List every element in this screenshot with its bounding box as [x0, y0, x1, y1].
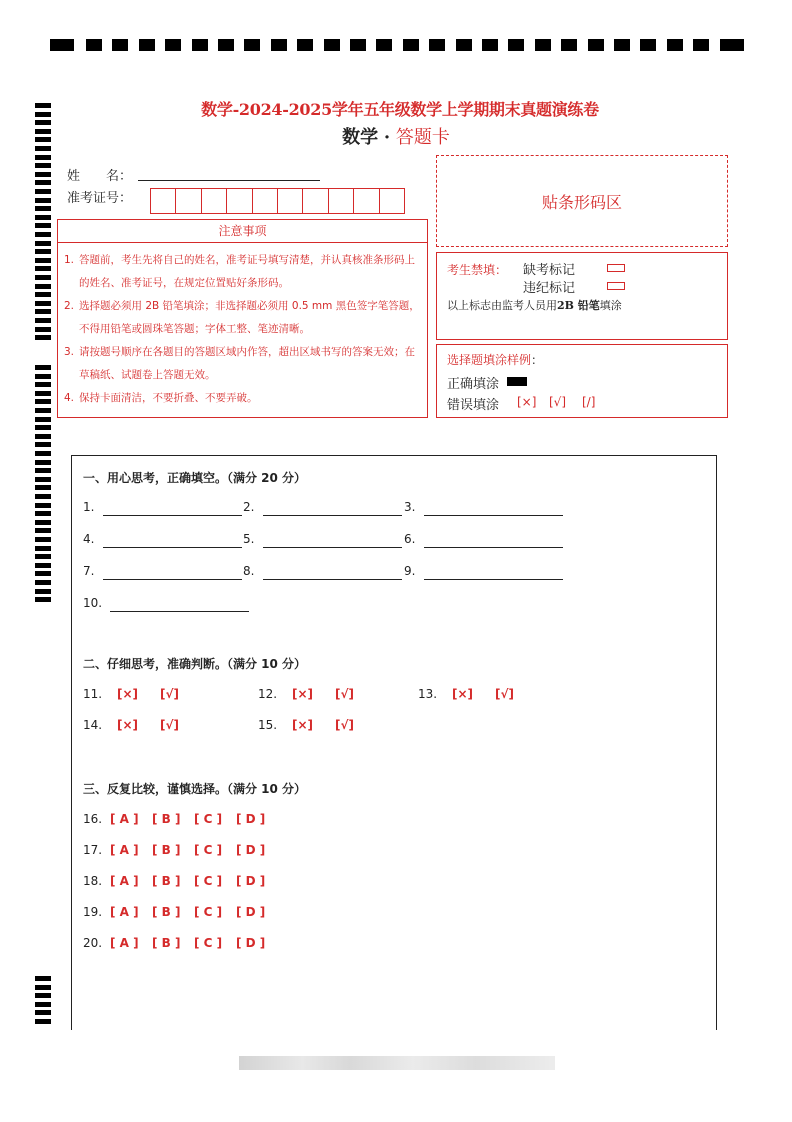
judge-item-number: 11.	[83, 687, 103, 701]
timing-mark	[35, 232, 51, 237]
timing-mark	[165, 39, 181, 51]
timing-mark	[35, 442, 51, 447]
timing-mark	[35, 485, 51, 490]
timing-mark	[35, 563, 51, 568]
choice-option-c[interactable]: [ C ]	[194, 812, 223, 826]
judge-item-number: 12.	[258, 687, 278, 701]
exam-id-digit-box[interactable]	[175, 188, 201, 214]
barcode-area: 贴条形码区	[436, 155, 728, 247]
wrong-mark-check: [√]	[549, 395, 567, 409]
timing-mark	[35, 511, 51, 516]
wrong-mark-cross: [×]	[517, 395, 537, 409]
timing-mark	[35, 374, 51, 379]
timing-mark	[588, 39, 604, 51]
exam-id-label: 准考证号：	[67, 191, 133, 206]
choice-option-a[interactable]: [ A ]	[110, 936, 139, 950]
exam-id-digit-box[interactable]	[353, 188, 379, 214]
judge-item-number: 13.	[418, 687, 438, 701]
timing-mark	[35, 503, 51, 508]
wrong-mark-slash: [/]	[582, 395, 596, 409]
choice-option-c[interactable]: [ C ]	[194, 874, 223, 888]
choice-option-a[interactable]: [ A ]	[110, 905, 139, 919]
choice-option-d[interactable]: [ D ]	[236, 874, 266, 888]
timing-mark	[667, 39, 683, 51]
choice-option-d[interactable]: [ D ]	[236, 843, 266, 857]
name-field[interactable]	[138, 180, 320, 181]
choice-option-b[interactable]: [ B ]	[152, 812, 181, 826]
fill-item-number: 10.	[83, 596, 103, 610]
absent-label: 缺考标记	[523, 263, 576, 278]
exam-id-digit-box[interactable]	[226, 188, 252, 214]
choice-item-number: 20.	[83, 936, 103, 950]
choice-option-a[interactable]: [ A ]	[110, 843, 139, 857]
timing-mark	[35, 206, 51, 211]
timing-mark	[35, 976, 51, 981]
timing-mark	[35, 985, 51, 990]
exam-id-digit-box[interactable]	[328, 188, 354, 214]
timing-mark	[350, 39, 366, 51]
fill-answer-line[interactable]	[103, 547, 242, 548]
timing-mark	[35, 391, 51, 396]
notice-text: 请按题号顺序在各题目的答题区域内作答，超出区域书写的答案无效；在草稿纸、试题卷上答题无效。	[79, 346, 415, 381]
choice-option-c[interactable]: [ C ]	[194, 905, 223, 919]
timing-mark	[244, 39, 260, 51]
timing-mark	[35, 335, 51, 340]
choice-option-c[interactable]: [ C ]	[194, 936, 223, 950]
violation-label: 违纪标记	[523, 281, 576, 296]
judge-option-true[interactable]: [√]	[495, 687, 514, 701]
notice-text: 保持卡面清洁，不要折叠、不要弄破。	[79, 392, 258, 404]
timing-mark	[35, 365, 51, 370]
notice-num: 4.	[64, 392, 75, 404]
timing-mark	[561, 39, 577, 51]
absent-mark-box[interactable]	[607, 264, 625, 272]
exam-id-digit-box[interactable]	[201, 188, 227, 214]
timing-mark	[614, 39, 630, 51]
correct-fill-mark	[507, 377, 527, 386]
notice-num: 2.	[64, 300, 75, 312]
timing-mark	[112, 39, 128, 51]
judge-option-false[interactable]: [×]	[452, 687, 474, 701]
timing-mark	[720, 39, 744, 51]
timing-mark	[35, 460, 51, 465]
timing-mark	[35, 1002, 51, 1007]
exam-id-digit-box[interactable]	[150, 188, 176, 214]
choice-option-b[interactable]: [ B ]	[152, 843, 181, 857]
timing-mark	[35, 172, 51, 177]
timing-mark	[139, 39, 155, 51]
timing-mark	[35, 589, 51, 594]
judge-item-number: 15.	[258, 718, 278, 732]
proctor-label: 考生禁填：	[447, 263, 508, 277]
timing-mark	[35, 327, 51, 332]
timing-mark	[35, 425, 51, 430]
timing-mark	[35, 249, 51, 254]
notice-item	[64, 295, 421, 341]
timing-mark	[35, 284, 51, 289]
timing-mark	[35, 155, 51, 160]
timing-mark	[35, 382, 51, 387]
proctor-note	[447, 297, 622, 313]
timing-mark	[35, 494, 51, 499]
notice-list	[58, 243, 427, 410]
choice-option-b[interactable]: [ B ]	[152, 936, 181, 950]
fill-item-number: 6.	[404, 532, 416, 546]
timing-mark	[35, 189, 51, 194]
timing-mark	[482, 39, 498, 51]
fill-item-number: 1.	[83, 500, 95, 514]
timing-mark	[35, 180, 51, 185]
timing-mark	[35, 275, 51, 280]
sample-title-text: 选择题填涂样例	[447, 353, 532, 367]
timing-mark	[508, 39, 524, 51]
choice-item-number: 16.	[83, 812, 103, 826]
name-label: 姓 名：	[67, 169, 133, 184]
choice-option-d[interactable]: [ D ]	[236, 905, 266, 919]
exam-id-digit-box[interactable]	[302, 188, 328, 214]
notice-box	[57, 219, 428, 418]
timing-mark	[456, 39, 472, 51]
fill-answer-line[interactable]	[263, 579, 402, 580]
choice-item-number: 19.	[83, 905, 103, 919]
fill-answer-line[interactable]	[263, 515, 402, 516]
subtitle-card: 答题卡	[395, 127, 450, 148]
timing-mark	[35, 580, 51, 585]
choice-option-a[interactable]: [ A ]	[110, 812, 139, 826]
fill-item-number: 2.	[243, 500, 255, 514]
section-fill-title: 一、用心思考，正确填空。（满分 20 分）	[83, 471, 307, 485]
exam-id-digit-box[interactable]	[252, 188, 278, 214]
timing-mark	[35, 537, 51, 542]
section-choice-title: 三、反复比较，谨慎选择。（满分 10 分）	[83, 782, 307, 796]
section-judge-title: 二、仔细思考，准确判断。（满分 10 分）	[83, 657, 307, 671]
wrong-fill-label: 错误填涂	[447, 398, 500, 413]
proctor-note-post: 填涂	[599, 299, 622, 312]
fill-item-number: 4.	[83, 532, 95, 546]
notice-item	[64, 249, 421, 295]
fill-item-number: 8.	[243, 564, 255, 578]
proctor-note-bold: 2B 铅笔	[557, 299, 600, 312]
sample-title	[447, 351, 543, 368]
sample-title-colon: ：	[531, 353, 544, 367]
choice-option-a[interactable]: [ A ]	[110, 874, 139, 888]
correct-fill-label: 正确填涂	[447, 377, 500, 392]
timing-mark	[297, 39, 313, 51]
choice-option-b[interactable]: [ B ]	[152, 905, 181, 919]
fill-answer-line[interactable]	[110, 611, 249, 612]
timing-mark	[35, 215, 51, 220]
timing-mark	[35, 993, 51, 998]
timing-mark	[35, 554, 51, 559]
timing-mark	[35, 292, 51, 297]
subtitle-separator: ·	[383, 127, 391, 148]
answer-area	[71, 455, 717, 1030]
timing-mark	[35, 1010, 51, 1015]
timing-mark	[50, 39, 74, 51]
timing-mark	[35, 520, 51, 525]
timing-mark	[35, 318, 51, 323]
judge-option-false[interactable]: [×]	[117, 687, 139, 701]
proctor-box	[436, 252, 728, 340]
notice-item	[64, 341, 421, 387]
notice-num: 3.	[64, 346, 75, 358]
timing-mark	[35, 223, 51, 228]
notice-num: 1.	[64, 254, 75, 266]
choice-option-b[interactable]: [ B ]	[152, 874, 181, 888]
timing-mark	[35, 477, 51, 482]
timing-mark	[35, 571, 51, 576]
timing-mark	[35, 198, 51, 203]
fill-answer-line[interactable]	[424, 515, 563, 516]
proctor-note-pre: 以上标志由监考人员用	[447, 299, 557, 312]
timing-mark	[429, 39, 445, 51]
notice-text: 答题前，考生先将自己的姓名，准考证号填写清楚，并认真核准条形码上的姓名、准考证号，在规定位置贴好条形码。	[79, 254, 415, 289]
timing-mark	[192, 39, 208, 51]
page-subtitle	[0, 123, 792, 149]
timing-mark	[35, 408, 51, 413]
exam-id-digit-box[interactable]	[277, 188, 303, 214]
footer-watermark	[239, 1056, 555, 1070]
timing-mark	[535, 39, 551, 51]
judge-item-number: 14.	[83, 718, 103, 732]
timing-mark	[35, 399, 51, 404]
timing-mark	[35, 546, 51, 551]
subtitle-subject: 数学	[342, 127, 379, 148]
choice-item-number: 18.	[83, 874, 103, 888]
timing-mark	[35, 258, 51, 263]
page-title: 数学-2024-2025学年五年级数学上学期期末真题演练卷	[201, 100, 599, 119]
notice-title: 注意事项	[58, 220, 427, 243]
timing-mark	[218, 39, 234, 51]
fill-answer-line[interactable]	[424, 579, 563, 580]
fill-answer-line[interactable]	[103, 515, 242, 516]
timing-mark	[35, 266, 51, 271]
notice-text: 选择题必须用 2B 铅笔填涂；非选择题必须用 0.5 mm 黑色签字笔答题，不得用铅笔或圆珠笔答题；字体工整、笔迹清晰。	[79, 300, 420, 335]
timing-mark	[403, 39, 419, 51]
timing-mark	[35, 163, 51, 168]
timing-mark	[693, 39, 709, 51]
timing-mark	[35, 301, 51, 306]
fill-item-number: 5.	[243, 532, 255, 546]
timing-mark	[271, 39, 287, 51]
timing-mark	[640, 39, 656, 51]
violation-mark-box[interactable]	[607, 282, 625, 290]
notice-item	[64, 387, 421, 410]
choice-item-number: 17.	[83, 843, 103, 857]
timing-mark	[376, 39, 392, 51]
exam-id-digit-box[interactable]	[379, 188, 405, 214]
timing-mark	[35, 451, 51, 456]
judge-option-true[interactable]: [√]	[160, 718, 179, 732]
timing-mark	[86, 39, 102, 51]
timing-mark	[35, 417, 51, 422]
exam-id-boxes[interactable]	[151, 188, 405, 214]
judge-option-false[interactable]: [×]	[292, 687, 314, 701]
fill-item-number: 9.	[404, 564, 416, 578]
timing-mark	[35, 597, 51, 602]
fill-answer-line[interactable]	[263, 547, 402, 548]
judge-option-true[interactable]: [√]	[335, 687, 354, 701]
top-timing-marks	[50, 39, 744, 51]
choice-option-d[interactable]: [ D ]	[236, 936, 266, 950]
timing-mark	[35, 434, 51, 439]
judge-option-false[interactable]: [×]	[117, 718, 139, 732]
judge-option-false[interactable]: [×]	[292, 718, 314, 732]
choice-option-c[interactable]: [ C ]	[194, 843, 223, 857]
timing-mark	[35, 241, 51, 246]
judge-option-true[interactable]: [√]	[335, 718, 354, 732]
timing-mark	[324, 39, 340, 51]
timing-mark	[35, 528, 51, 533]
fill-answer-line[interactable]	[424, 547, 563, 548]
timing-mark	[35, 468, 51, 473]
fill-sample-box	[436, 344, 728, 418]
judge-option-true[interactable]: [√]	[160, 687, 179, 701]
fill-item-number: 7.	[83, 564, 95, 578]
timing-mark	[35, 1019, 51, 1024]
timing-mark	[35, 309, 51, 314]
fill-item-number: 3.	[404, 500, 416, 514]
fill-answer-line[interactable]	[103, 579, 242, 580]
choice-option-d[interactable]: [ D ]	[236, 812, 266, 826]
